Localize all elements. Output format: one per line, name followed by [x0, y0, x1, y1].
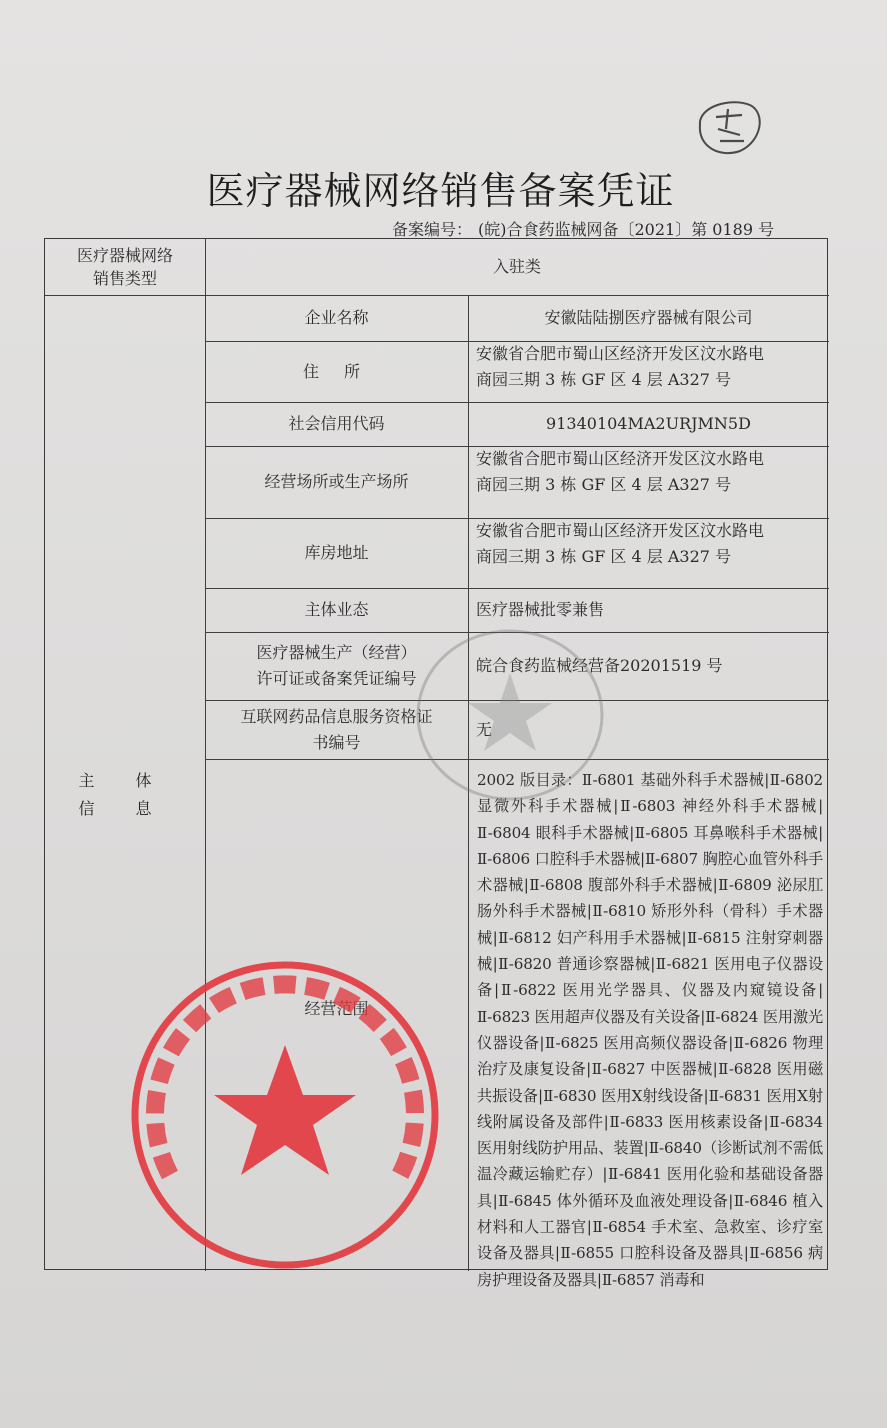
license-value: 皖合食药监械经营备20201519 号	[476, 656, 723, 675]
document-title: 医疗器械网络销售备案凭证	[206, 169, 675, 213]
record-number-label: 备案编号：	[392, 220, 473, 239]
business-place-value: 安徽省合肥市蜀山区经济开发区汶水路电 商园三期 3 栋 GF 区 4 层 A327 号	[476, 449, 765, 494]
sales-type-value: 入驻类	[492, 257, 541, 276]
internet-cert-value: 无	[476, 719, 493, 739]
company-seal	[120, 955, 450, 1275]
handwritten-mark	[690, 95, 766, 159]
company-name-label: 企业名称	[304, 308, 369, 327]
internet-cert-label: 互联网药品信息服务资格证 书编号	[240, 706, 433, 752]
business-form-label: 主体业态	[304, 600, 369, 619]
address-value: 安徽省合肥市蜀山区经济开发区汶水路电 商园三期 3 栋 GF 区 4 层 A327 号	[476, 344, 765, 389]
main-info-label: 主 体 信 息	[78, 771, 170, 818]
scope-value: 2002 版目录：Ⅱ-6801 基础外科手术器械|Ⅱ-6802 显微外科手术器械|Ⅱ-6803 神经外科手术器械|Ⅱ-6804 眼科手术器械|Ⅱ-6805 耳鼻喉科手术器械|Ⅱ-6806 口腔科手术器械|Ⅱ-6807 胸腔心血管外科手术器械|Ⅱ-6808 腹部外科手术器械|Ⅱ-6809 泌尿肛肠外科手术器械|Ⅱ-6810 矫形外科（骨科）手术器械|Ⅱ-6812 妇产科用手术器械|Ⅱ-6815 注射穿刺器械|Ⅱ-6820 普通诊察器械|Ⅱ-6821 医用电子仪器设备|Ⅱ-6822 医用光学器具、仪器及内窥镜设备|Ⅱ-6823 医用超声仪器及有关设备|Ⅱ-6824 医用激光仪器设备|Ⅱ-6825 医用高频仪器设备|Ⅱ-6826 物理治疗及康复设备|Ⅱ-6827 中医器械|Ⅱ-6828 医用磁共振设备|Ⅱ-6830 医用X射线设备|Ⅱ-6831 医用X射线附属设备及部件|Ⅱ-6833 医用核素设备|Ⅱ-6834 医用射线防护用品、装置|Ⅱ-6840（诊断试剂不需低温冷藏运输贮存）|Ⅱ-6841 医用化验和基础设备器具|Ⅱ-6845 体外循环及血液处理设备|Ⅱ-6846 植入材料和人工器官|Ⅱ-6854 手术室、急救室、诊疗室设备及器具|Ⅱ-6855 口腔科设备及器具|Ⅱ-6856 病房护理设备及器具|Ⅱ-6857 消毒和	[477, 771, 823, 1289]
credit-code-label: 社会信用代码	[288, 414, 385, 433]
record-number-value: (皖)合食药监械网备〔2021〕第 0189 号	[478, 220, 775, 239]
record-number-line	[392, 217, 780, 240]
credit-code-value: 91340104MA2URJMN5D	[546, 414, 751, 433]
business-form-value: 医疗器械批零兼售	[476, 600, 605, 619]
sales-type-label: 医疗器械网络 销售类型	[76, 246, 173, 288]
license-label: 医疗器械生产（经营） 许可证或备案凭证编号	[256, 643, 417, 688]
business-place-label: 经营场所或生产场所	[264, 472, 409, 491]
address-label: 住 所	[302, 361, 371, 381]
scope-label: 经营范围	[304, 999, 369, 1018]
authority-seal	[410, 625, 610, 805]
warehouse-label: 库房地址	[304, 543, 369, 562]
warehouse-value: 安徽省合肥市蜀山区经济开发区汶水路电 商园三期 3 栋 GF 区 4 层 A327 号	[476, 521, 765, 566]
company-name-value: 安徽陆陆捌医疗器械有限公司	[544, 308, 753, 327]
